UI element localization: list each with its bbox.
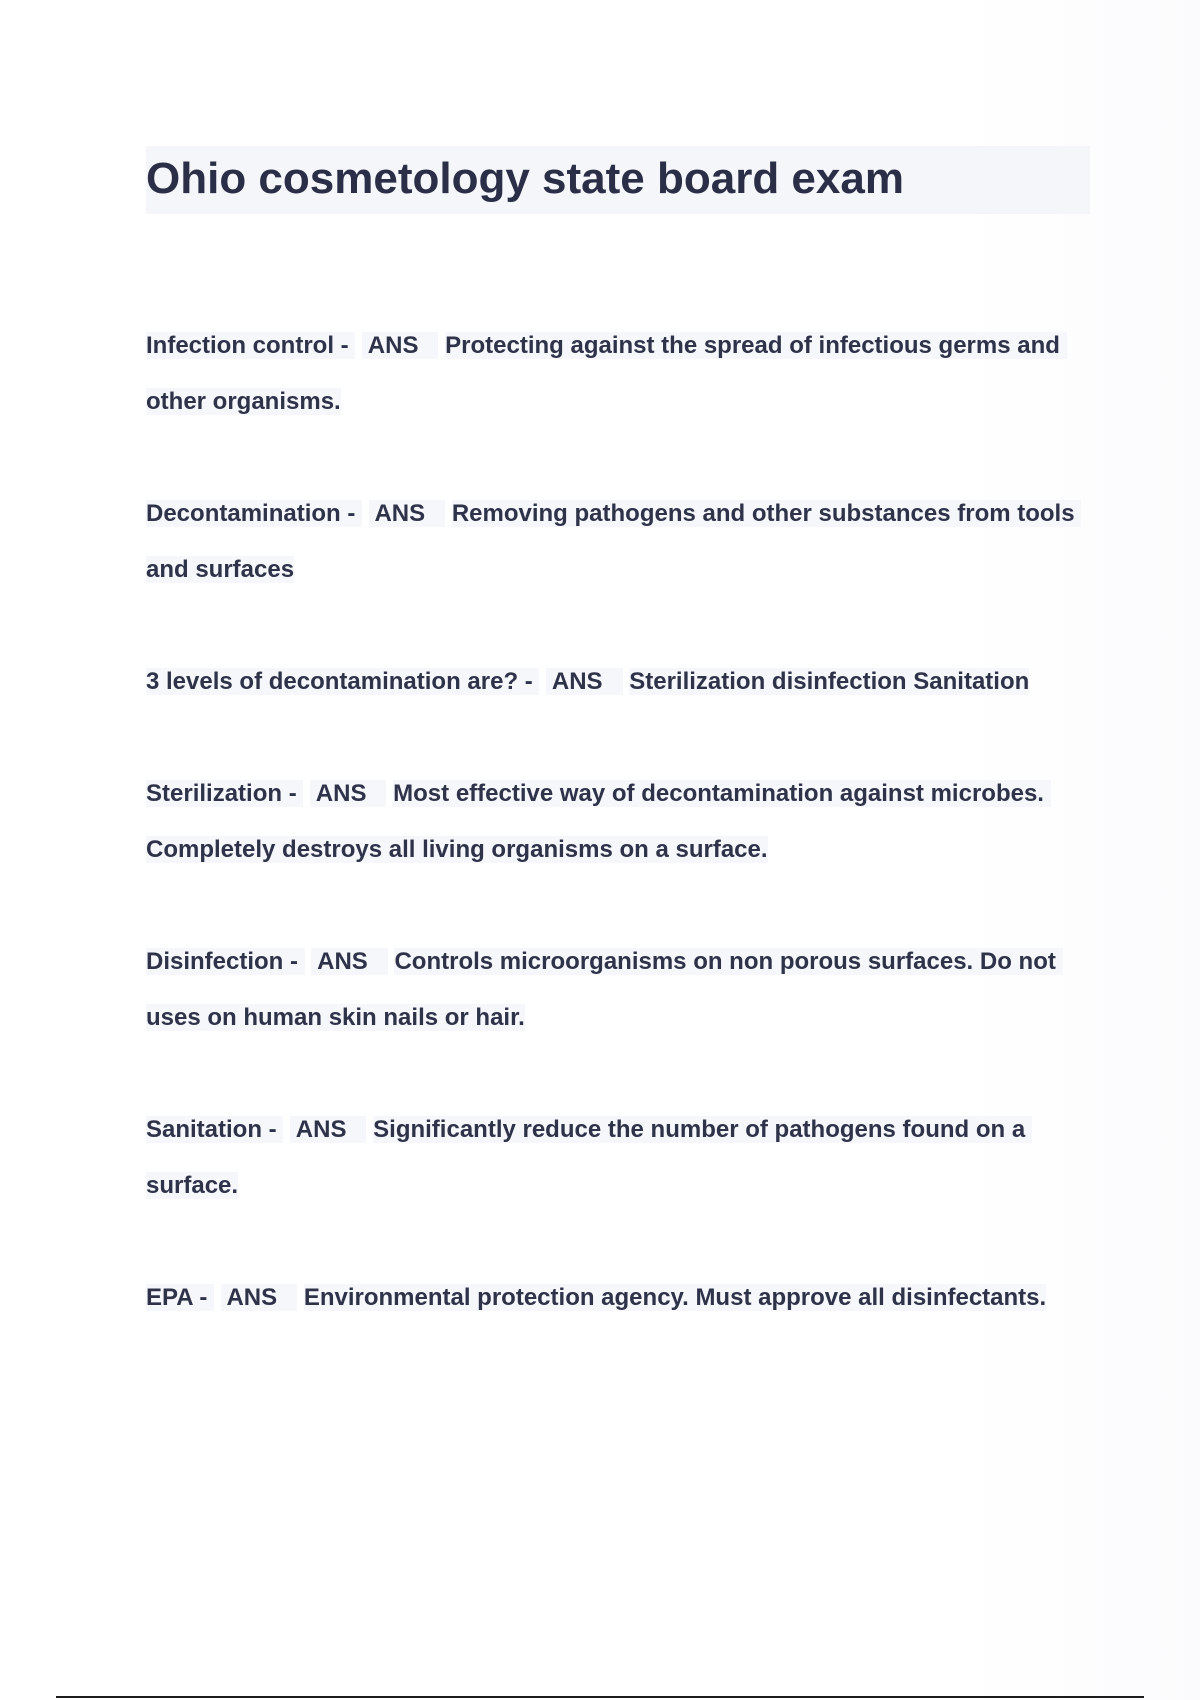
answer-text: Removing pathogens and other substances from tools and surfaces (146, 500, 1082, 583)
qa-entry-epa (146, 1270, 1086, 1326)
question-text: Sanitation - (146, 1116, 284, 1143)
question-text: Decontamination - (146, 500, 363, 527)
question-text: Sterilization - (146, 780, 304, 807)
ans-label: ANS (311, 948, 388, 975)
qa-entry-levels-of-decontamination (146, 654, 1086, 710)
qa-entry-sanitation (146, 1102, 1086, 1214)
ans-label: ANS (290, 1116, 367, 1143)
qa-entry-disinfection (146, 934, 1086, 1046)
qa-entry-infection-control (146, 318, 1086, 430)
ans-label: ANS (368, 500, 446, 527)
qa-list (146, 318, 1086, 1382)
ans-label: ANS (362, 332, 439, 359)
title-block (146, 146, 1090, 214)
qa-entry-sterilization (146, 766, 1086, 878)
question-text: 3 levels of decontamination are? - (146, 668, 540, 695)
answer-text: Controls microorganisms on non porous surfaces. Do not uses on human skin nails or hair. (146, 948, 1063, 1031)
question-text: EPA - (146, 1284, 215, 1311)
answer-text: Protecting against the spread of infectious germs and other organisms. (146, 332, 1067, 415)
answer-text: Most effective way of decontamination against microbes. Completely destroys all living organisms on a surface. (146, 780, 1051, 863)
qa-entry-decontamination (146, 486, 1086, 598)
answer-text: Environmental protection agency. Must approve all disinfectants. (303, 1284, 1047, 1311)
answer-text: Significantly reduce the number of pathogens found on a surface. (146, 1116, 1032, 1199)
page-title: Ohio cosmetology state board exam (146, 154, 904, 203)
question-text: Disinfection - (146, 948, 305, 975)
ans-label: ANS (546, 668, 623, 695)
answer-text: Sterilization disinfection Sanitation (629, 668, 1030, 695)
footer-divider (56, 1696, 1144, 1698)
question-text: Infection control - (146, 332, 356, 359)
ans-label: ANS (310, 780, 387, 807)
ans-label: ANS (220, 1284, 298, 1311)
